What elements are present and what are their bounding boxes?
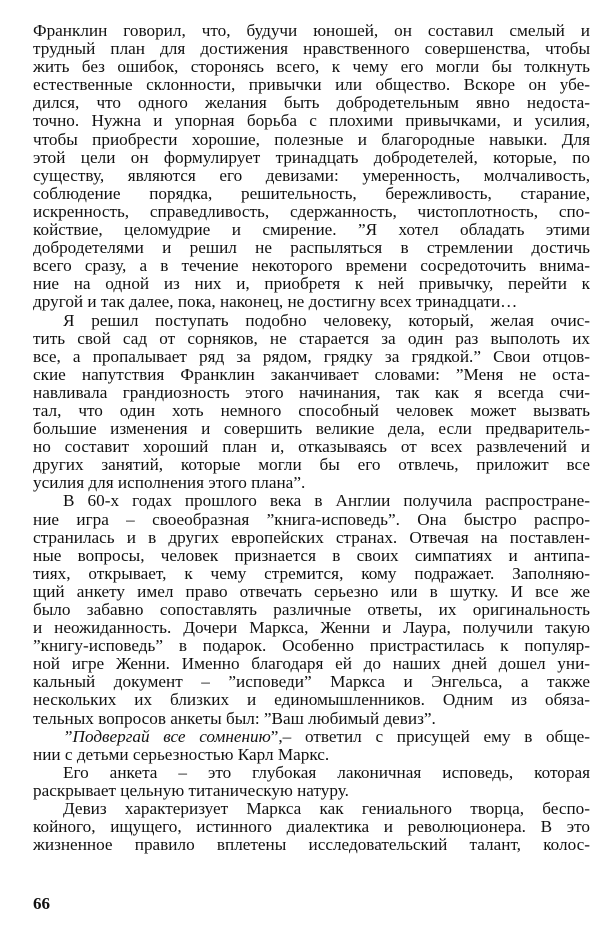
text-line: нии с детьми серьезностью Карл Маркс.	[33, 744, 330, 764]
text-line: всего сразу, а в течение некоторого времени сосредоточить внима-	[33, 256, 590, 276]
text-line: чтобы приобрести хорошие, полезные и благородные навыки. Для	[33, 129, 590, 149]
text-line: но составит хороший план и, отказываясь от всех развлечений и	[33, 437, 590, 457]
text-line: койствие, целомудрие и смирение. ”Я хотел обладать этими	[33, 220, 590, 240]
text-line: Я решил поступать подобно человеку, который, желая очис-	[63, 310, 590, 330]
text-line: жизненное правило вплетены исследовательский талант, колос-	[33, 835, 590, 855]
text-line: существу, являются его девизами: умеренность, молчаливость,	[33, 165, 590, 185]
text-line: раскрывает цельную титаническую натуру.	[33, 780, 349, 800]
page-number: 66	[33, 894, 50, 913]
text-line: ные вопросы, человек признается в своих симпатиях и антипа-	[33, 545, 590, 565]
text-line: В 60-х годах прошлого века в Англии получила распростране-	[63, 491, 590, 511]
text-line: навливала грандиозность этого начинания, так как я всегда счи-	[33, 382, 590, 402]
text-line: и неожиданность. Дочери Маркса, Женни и Лаура, получили такую	[33, 618, 590, 638]
paragraph	[33, 800, 590, 854]
paragraph	[33, 728, 590, 764]
text-line: большие изменения и совершить великие дела, если предваритель-	[33, 419, 590, 439]
text-line: ние игра – своеобразная ”книга-исповедь”. Она быстро распро-	[33, 509, 590, 529]
text-line: ние на одной из них и, приобретя к ней привычку, перейти к	[33, 274, 590, 294]
text-line: другой и так далее, пока, наконец, не достигну всех тринадцати…	[33, 292, 518, 312]
text-line: ”книгу-исповедь” в подарок. Особенно пристрастилась к популяр-	[33, 636, 590, 656]
text-line: дился, что одного желания быть добродетельным явно недоста-	[33, 93, 590, 113]
text-line: странилась и в других европейских странах. Отвечая на поставлен-	[33, 527, 590, 547]
text-line: Его анкета – это глубокая лаконичная исповедь, которая	[63, 762, 590, 782]
italic-motto: ”Подвергай все сомнению	[63, 726, 271, 746]
text-line: точно. Нужна и упорная борьба с плохими привычками, и усилия,	[33, 111, 590, 131]
text-line: других занятий, которые могли бы его отвлечь, приложит все	[33, 455, 590, 475]
text-line: жить без ошибок, сторонясь всего, к чему его могли бы толкнуть	[33, 57, 590, 77]
text-line: койного, ищущего, истинного диалектика и революционера. В это	[33, 817, 590, 837]
text-line: ной игре Женни. Именно благодаря ей до наших дней дошел уни-	[33, 654, 590, 674]
text-line: щий анкету имел право отвечать серьезно или в шутку. И все же	[33, 581, 590, 601]
paragraph	[33, 492, 590, 727]
text-line: естественные склонности, привычки или общество. Вскоре он убе-	[33, 75, 590, 95]
text-line: Франклин говорил, что, будучи юношей, он составил смелый и	[33, 21, 590, 40]
text-line: тельных вопросов анкеты был: ”Ваш любимый девиз”.	[33, 708, 436, 728]
text-line: искренность, справедливость, сдержанность, чистоплотность, спо-	[33, 201, 590, 221]
text-line-rest: ”,– ответил с присущей ему в обще-	[270, 726, 590, 746]
text-line: тить свой сад от сорняков, не старается за один раз выполоть их	[33, 328, 590, 348]
text-line: кальный документ – ”исповеди” Маркса и Энгельса, а также	[33, 672, 590, 692]
text-line: Девиз характеризует Маркса как гениального творца, беспо-	[63, 799, 590, 819]
text-line: нескольких их близких и единомышленников. Одним из обяза-	[33, 690, 590, 710]
paragraph	[33, 764, 590, 800]
paragraph	[33, 22, 590, 312]
text-line: усилия для исполнения этого плана”.	[33, 473, 306, 493]
text-line: было забавно сопоставлять различные ответы, их оригинальность	[33, 600, 590, 619]
text-line: добродетелями и решил не распыляться в стремлении достичь	[33, 238, 590, 258]
text-line: соблюдение порядка, решительность, бережливость, старание,	[33, 183, 590, 203]
text-line: все, а пропалывает ряд за рядом, грядку за грядкой.” Свои отцов-	[33, 346, 590, 366]
text-line: ские напутствия Франклин заканчивает словами: ”Меня не оста-	[33, 364, 590, 384]
text-line: тиях, открывает, к чему стремится, кому подражает. Заполняю-	[33, 563, 590, 583]
text-line	[33, 728, 590, 746]
text-line: трудный план для достижения нравственного совершенства, чтобы	[33, 39, 590, 59]
book-page-text	[33, 22, 590, 854]
paragraph	[33, 312, 590, 493]
text-line: этой цели он формулирует тринадцать добродетелей, которые, по	[33, 147, 590, 167]
text-line: тал, что один хоть немного способный человек может вызвать	[33, 400, 590, 420]
